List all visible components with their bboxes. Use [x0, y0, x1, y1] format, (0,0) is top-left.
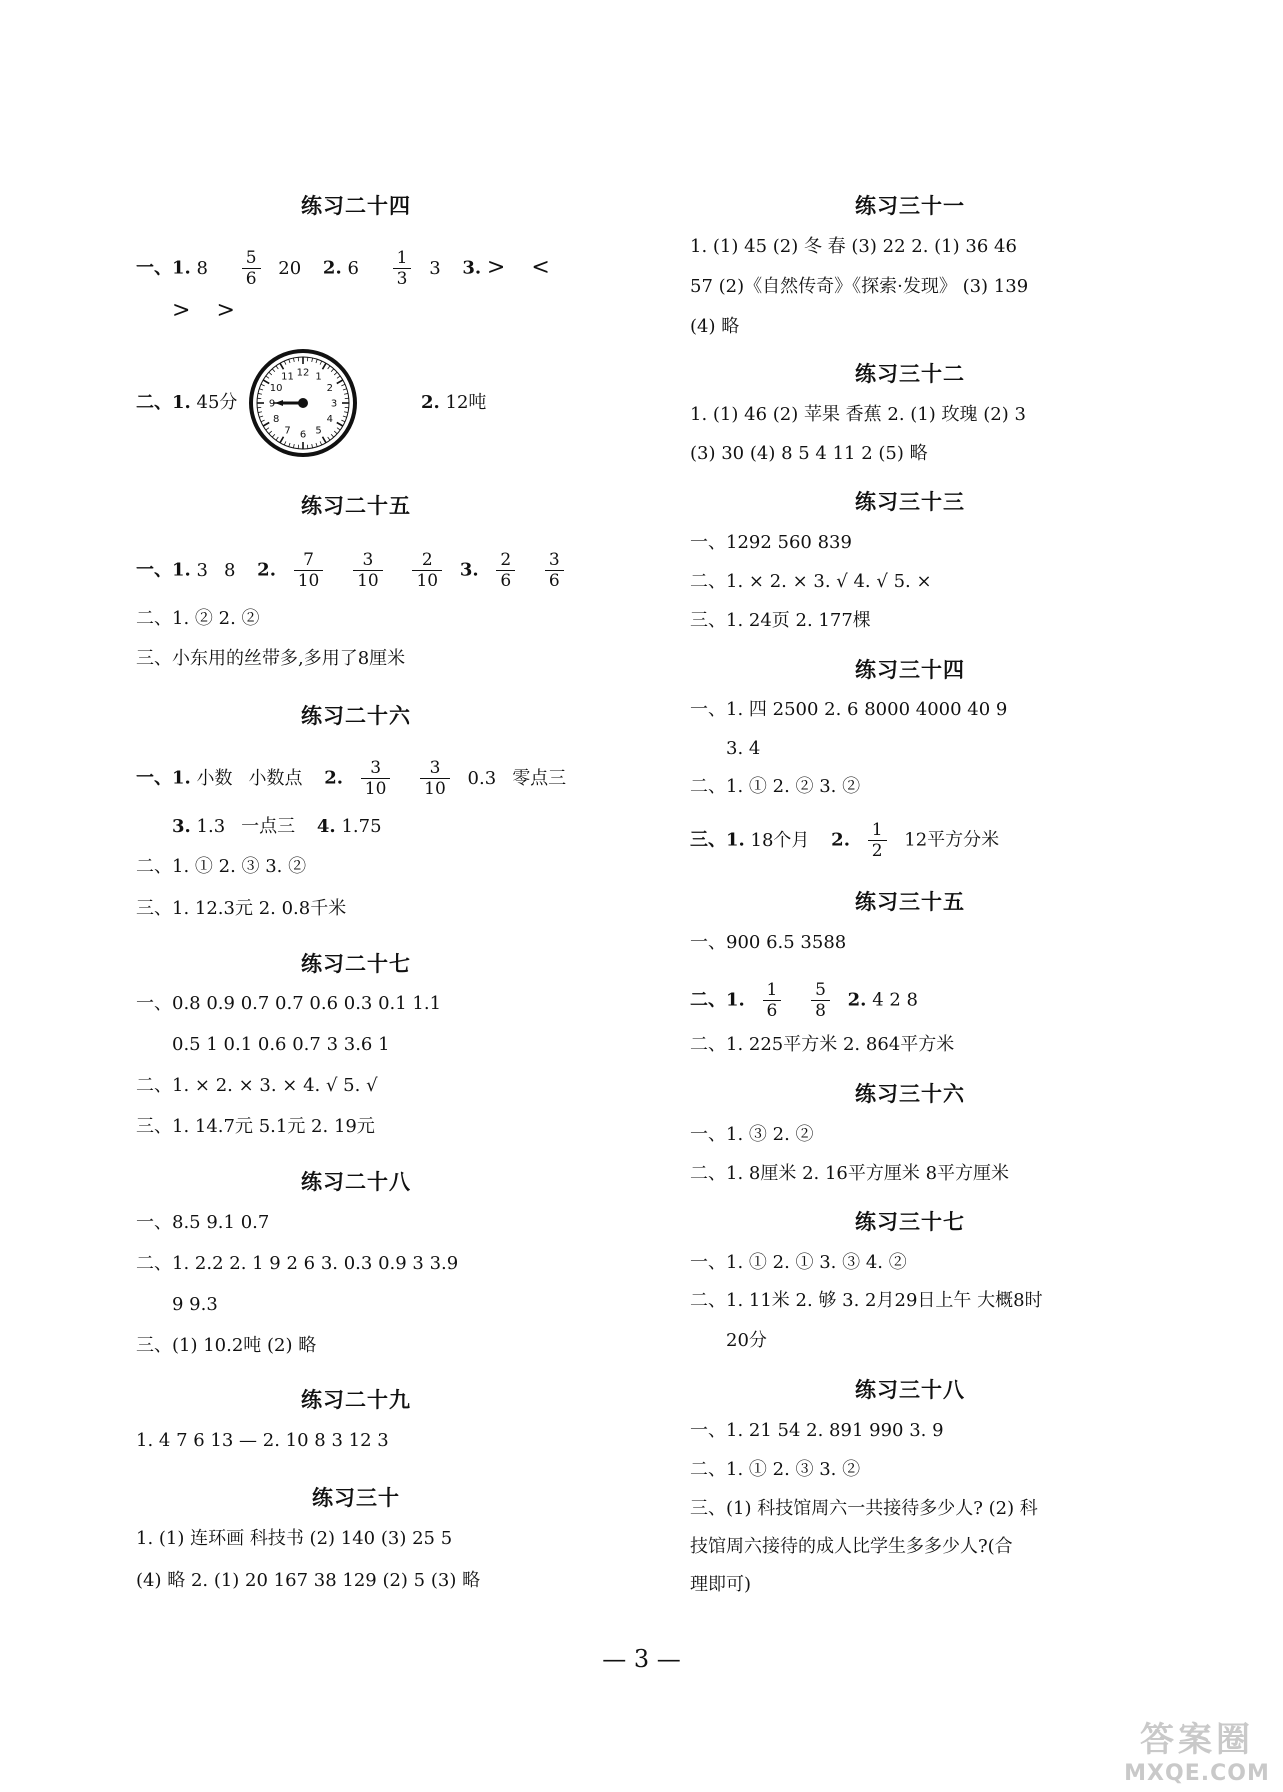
answer-line: 理即可) [690, 1574, 752, 1595]
clock-number: 12 [296, 367, 310, 379]
answer-line: 1. (1) 46 (2) 苹果 香蕉 2. (1) 玫瑰 (2) 3 [690, 404, 1026, 425]
answer-line: 二、1. 225平方米 2. 864平方米 [690, 1034, 955, 1055]
answer-line: 一、1. ③ 2. ② [690, 1124, 814, 1145]
answer-line: 1. (1) 连环画 科技书 (2) 140 (3) 25 5 [136, 1528, 453, 1549]
answer-line: 二、1. × 2. × 3. × 4. √ 5. √ [136, 1075, 378, 1096]
answer-line: 三、1. 14.7元 5.1元 2. 19元 [136, 1116, 375, 1137]
clock-number: 10 [269, 383, 283, 394]
answer-line: 三、1. 18个月 2. $\frac{1}{2}$ 12平方分米 [690, 820, 1000, 861]
fraction: $\frac{2}{10}$ [412, 550, 442, 591]
answer-line: 一、1. ① 2. ① 3. ③ 4. ② [690, 1252, 907, 1273]
answer-line: 57 (2)《自然传奇》《探索·发现》 (3) 139 [690, 276, 1029, 297]
clock-number: 2 [326, 383, 334, 394]
answer-line: (3) 30 (4) 8 5 4 11 2 (5) 略 [690, 443, 928, 464]
section-heading: 练习三十七 [855, 1210, 965, 1234]
section-heading: 练习二十八 [301, 1170, 411, 1194]
page-number: — 3 — [602, 1645, 681, 1673]
watermark-logo: 答案圈 [1140, 1720, 1254, 1760]
clock-number: 11 [281, 371, 294, 383]
fraction: $\frac{5}{6}$ [242, 248, 261, 289]
clock-number: 8 [272, 414, 280, 425]
clock-number: 9 [268, 398, 276, 410]
section-heading: 练习二十四 [301, 194, 411, 218]
answer-line: 3. 4 [726, 738, 761, 759]
answer-line: 一、1. 3 8 2. $\frac{7}{10}$ $\frac{3}{10}$ $\frac{2}{10}$ 3. $\frac{2}{6}$ $\frac{3}{6}$ [136, 550, 576, 591]
answer-line: 二、1. 2.2 2. 1 9 2 6 3. 0.3 0.9 3 3.9 [136, 1253, 459, 1274]
section-heading: 练习三十六 [855, 1082, 965, 1106]
answer-line: > > [172, 298, 235, 323]
answer-line: 一、1. 8 $\frac{5}{6}$ 20 2. 6 $\frac{1}{3}$ 3 3. > < [136, 248, 550, 289]
section-heading: 练习三十一 [855, 194, 965, 218]
answer-line: 二、1. 11米 2. 够 3. 2月29日上午 大概8时 [690, 1290, 1043, 1311]
section-heading: 练习二十六 [301, 704, 411, 728]
section-heading: 练习三十五 [855, 890, 965, 914]
section-heading: 练习三十三 [855, 490, 965, 514]
section-heading: 练习三十四 [855, 658, 965, 682]
answer-line: 二、1. 45分 [136, 392, 238, 413]
fraction: $\frac{1}{6}$ [763, 980, 782, 1021]
answer-line: 0.5 1 0.1 0.6 0.7 3 3.6 1 [172, 1034, 390, 1055]
fraction: $\frac{5}{8}$ [811, 980, 830, 1021]
fraction: $\frac{3}{6}$ [545, 550, 564, 591]
fraction: $\frac{3}{10}$ [353, 550, 383, 591]
answer-line: (4) 略 [690, 316, 740, 337]
answer-line: 二、1. × 2. × 3. √ 4. √ 5. × [690, 571, 932, 592]
answer-line: 20分 [726, 1330, 767, 1351]
section-heading: 练习二十七 [301, 952, 411, 976]
section-heading: 练习三十二 [855, 362, 965, 386]
answer-line: 一、1. 四 2500 2. 6 8000 4000 40 9 [690, 699, 1008, 720]
answer-line: 一、0.8 0.9 0.7 0.7 0.6 0.3 0.1 1.1 [136, 993, 442, 1014]
answer-line: 一、8.5 9.1 0.7 [136, 1212, 270, 1233]
answer-line: 一、1. 小数 小数点 2. $\frac{3}{10}$ $\frac{3}{10}$ 0.3 零点三 [136, 758, 567, 799]
watermark-url: MXQE.COM [1124, 1761, 1270, 1786]
clock-number: 3 [330, 398, 338, 410]
answer-line: 三、(1) 10.2吨 (2) 略 [136, 1335, 317, 1356]
answer-line: 1. 4 7 6 13 — 2. 10 8 3 12 3 [136, 1430, 389, 1451]
answer-line: (4) 略 2. (1) 20 167 38 129 (2) 5 (3) 略 [136, 1570, 481, 1591]
answer-line: 二、1. ② 2. ② [136, 608, 260, 629]
answer-line: 三、1. 12.3元 2. 0.8千米 [136, 898, 347, 919]
answer-line: 一、1. 21 54 2. 891 990 3. 9 [690, 1420, 944, 1441]
watermark [1112, 1712, 1282, 1786]
answer-line: 二、1. $\frac{1}{6}$ $\frac{5}{8}$ 2. 4 2 8 [690, 980, 918, 1021]
fraction: $\frac{3}{10}$ [420, 758, 450, 799]
answer-line: 一、1292 560 839 [690, 532, 852, 553]
answer-line: 二、1. ① 2. ③ 3. ② [690, 1459, 861, 1480]
answer-line: 三、1. 24页 2. 177棵 [690, 610, 871, 631]
clock-number: 6 [299, 429, 307, 441]
answer-line: 技馆周六接待的成人比学生多多少人?(合 [690, 1536, 1013, 1557]
section-heading: 练习二十五 [301, 494, 411, 518]
answer-line: 三、小东用的丝带多,多用了8厘米 [136, 648, 406, 669]
clock-number: 7 [284, 425, 291, 437]
clock-icon [248, 348, 358, 458]
fraction: $\frac{3}{10}$ [361, 758, 391, 799]
section-heading: 练习二十九 [301, 1388, 411, 1412]
clock-number: 1 [315, 371, 322, 383]
answer-line: 三、(1) 科技馆周六一共接待多少人? (2) 科 [690, 1498, 1038, 1519]
answer-line: 二、1. ① 2. ③ 3. ② [136, 856, 307, 877]
fraction: $\frac{1}{2}$ [868, 820, 887, 861]
answer-line: 二、1. ① 2. ② 3. ② [690, 776, 861, 797]
clock-number: 4 [326, 414, 334, 425]
section-heading: 练习三十 [312, 1486, 400, 1510]
answer-line: 二、1. 8厘米 2. 16平方厘米 8平方厘米 [690, 1163, 1010, 1184]
answer-line: 一、900 6.5 3588 [690, 932, 847, 953]
fraction: $\frac{1}{3}$ [393, 248, 412, 289]
answer-line: 9 9.3 [172, 1294, 218, 1315]
section-heading: 练习三十八 [855, 1378, 965, 1402]
fraction: $\frac{7}{10}$ [294, 550, 324, 591]
fraction: $\frac{2}{6}$ [496, 550, 515, 591]
answer-line: 2. 12吨 [421, 392, 487, 413]
answer-line: 1. (1) 45 (2) 冬 春 (3) 22 2. (1) 36 46 [690, 236, 1017, 257]
clock-number: 5 [315, 425, 322, 437]
answer-line: 3. 1.3 一点三 4. 1.75 [172, 816, 382, 837]
